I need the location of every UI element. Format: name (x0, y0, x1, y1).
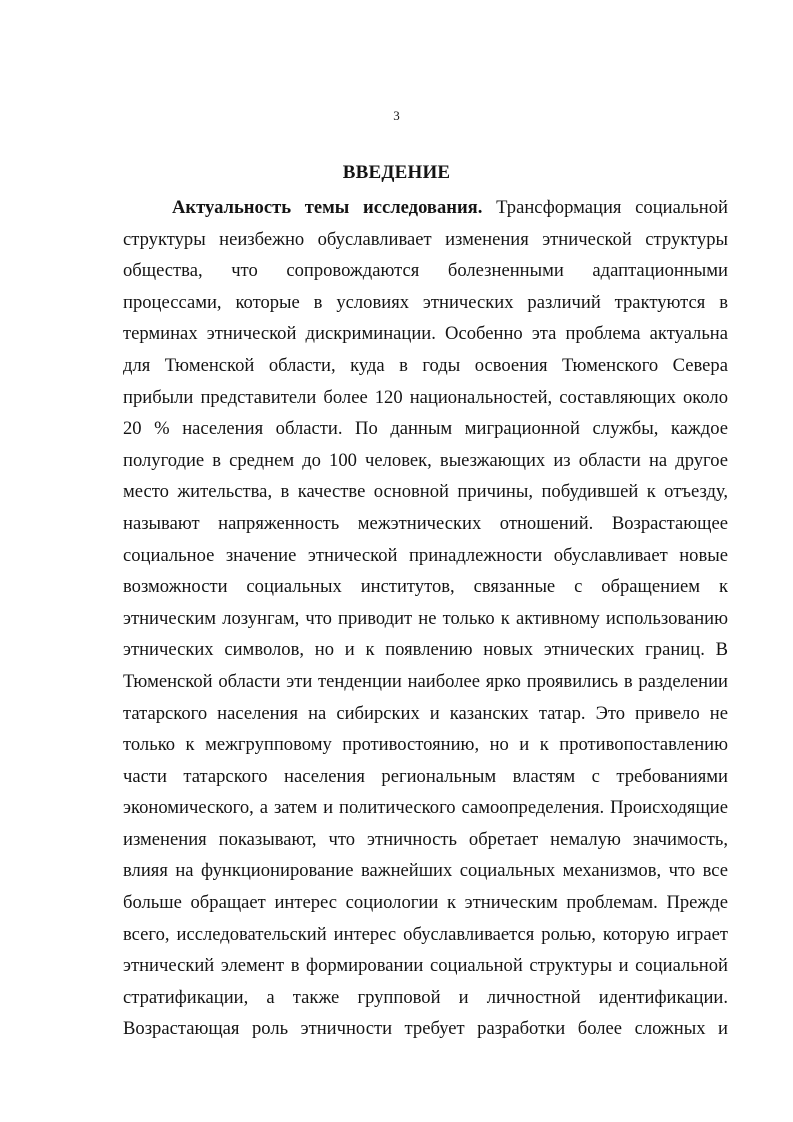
text-line: прибыли представители более 120 национальностей, составляющих около (123, 386, 728, 408)
text-line: больше обращает интерес социологии к этническим проблемам. Прежде (123, 892, 728, 914)
body-text (123, 192, 728, 1045)
text-line: полугодие в среднем до 100 человек, выезжающих из области на другое (123, 449, 728, 471)
text-line: изменения показывают, что этничность обретает немалую значимость, (123, 828, 728, 850)
text-line: части татарского населения региональным властям с требованиями (123, 765, 728, 787)
text-line: Тюменской области эти тенденции наиболее ярко проявились в разделении (123, 670, 728, 692)
text-line: экономического, а затем и политического самоопределения. Происходящие (123, 797, 728, 819)
page-number: 3 (393, 108, 400, 123)
text-line: для Тюменской области, куда в годы освоения Тюменского Севера (123, 354, 728, 376)
text-line: называют напряженность межэтнических отношений. Возрастающее (123, 512, 728, 534)
text-line: всего, исследовательский интерес обуславливается ролью, которую играет (123, 923, 728, 945)
text-line: стратификации, а также групповой и личностной идентификации. (123, 986, 728, 1008)
text-line: возможности социальных институтов, связанные с обращением к (123, 576, 728, 598)
text-line: этническим лозунгам, что приводит не только к активному использованию (123, 607, 728, 629)
text-line: место жительства, в качестве основной причины, побудившей к отъезду, (123, 481, 728, 503)
text-line (123, 192, 728, 224)
section-heading: ВВЕДЕНИЕ (342, 162, 451, 183)
text-line: терминах этнической дискриминации. Особенно эта проблема актуальна (123, 323, 728, 345)
text-line: только к межгрупповому противостоянию, но и к противопоставлению (123, 734, 728, 756)
text-line: социальное значение этнической принадлежности обуславливает новые (123, 544, 728, 566)
text-line: влияя на функционирование важнейших социальных механизмов, что все (123, 860, 728, 882)
lead-phrase: Актуальность темы исследования. (172, 197, 483, 218)
text-line: этнический элемент в формировании социальной структуры и социальной (123, 955, 728, 977)
text-line: татарского населения на сибирских и казанских татар. Это привело не (123, 702, 728, 724)
text-line: процессами, которые в условиях этнических различий трактуются в (123, 291, 728, 313)
text-line: этнических символов, но и к появлению новых этнических границ. В (123, 639, 728, 661)
text-line-rest: Трансформация социальной (482, 197, 728, 218)
text-line: общества, что сопровождаются болезненными адаптационными (123, 260, 728, 282)
text-line: 20 % населения области. По данным миграционной службы, каждое (123, 418, 728, 440)
text-line: структуры неизбежно обуславливает изменения этнической структуры (123, 228, 728, 250)
text-line: Возрастающая роль этничности требует разработки более сложных и (123, 1018, 728, 1040)
